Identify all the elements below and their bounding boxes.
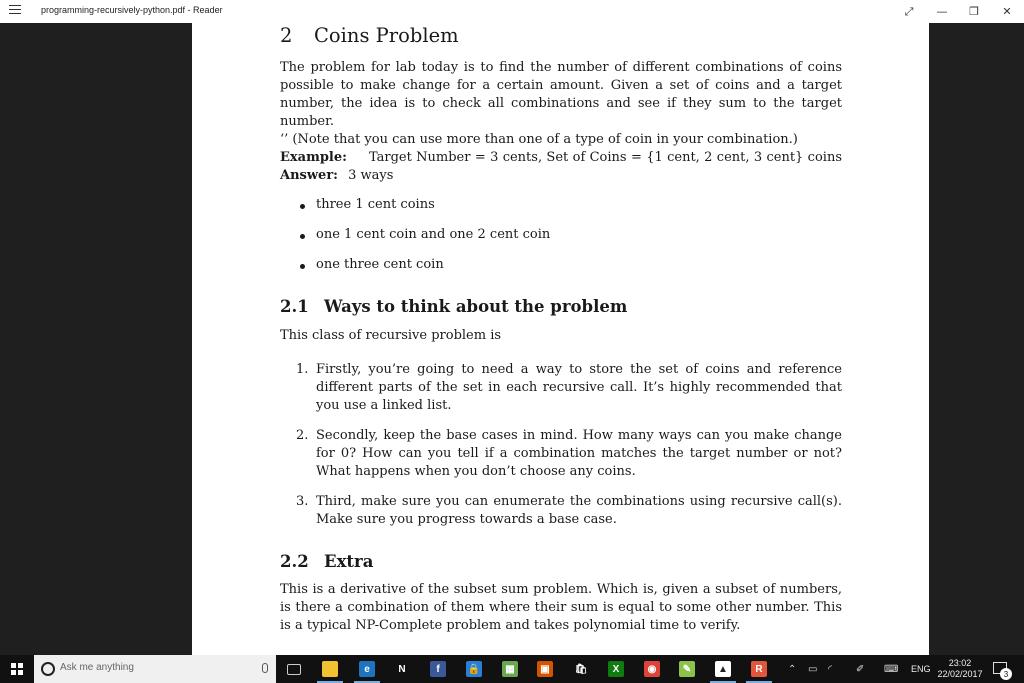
file-explorer-icon[interactable]: [322, 661, 338, 677]
windows-logo-icon: [11, 663, 23, 675]
subsection-heading: [280, 297, 842, 317]
subsection-title: Ways to think about the problem: [324, 297, 628, 316]
intro-paragraph: [280, 59, 842, 149]
pdf-page[interactable]: [192, 23, 929, 655]
item-text: Third, make sure you can enumerate the combinations using recursive call(s). Make sure you progress towards a base case.: [316, 494, 842, 527]
minimize-button[interactable]: —: [936, 5, 948, 18]
extra-paragraph: This is a derivative of the subset sum problem. Which is, given a subset of numbers, is there a combination of them where their sum is equal to some other number. This is a typical NP-Complete problem and takes polynomial time to verify.: [280, 582, 842, 633]
store-icon[interactable]: 🛍: [573, 661, 589, 677]
title-bar: [0, 0, 1024, 23]
reader-icon[interactable]: R: [751, 661, 767, 677]
photos-icon[interactable]: ▲: [715, 661, 731, 677]
notification-count-badge: 3: [1000, 668, 1012, 680]
item-number: 1.: [296, 362, 309, 377]
item-text: Secondly, keep the base cases in mind. How many ways can you make change for 0? How can you tell if a combination matches the target number or not? What happens when you don’t choose any coins.: [316, 428, 842, 479]
lock-app-icon[interactable]: 🔒: [466, 661, 482, 677]
task-view-icon[interactable]: [287, 664, 301, 675]
start-button[interactable]: [0, 655, 34, 683]
section-title: Coins Problem: [314, 24, 459, 47]
subsection-heading: [280, 552, 842, 572]
window-title: programming-recursively-python.pdf - Reader: [41, 5, 223, 15]
item-text: Firstly, you’re going to need a way to store the set of coins and reference different parts of the set in each recursive call. It’s highly recommended that you use a linked list.: [316, 362, 842, 413]
edge-icon[interactable]: e: [359, 661, 375, 677]
search-input[interactable]: Ask me anything: [60, 662, 134, 673]
bullet-text: one three cent coin: [316, 257, 444, 272]
bullet-icon: [300, 264, 305, 269]
netflix-icon[interactable]: N: [394, 661, 410, 677]
example-text: Target Number = 3 cents, Set of Coins = {1 cent, 2 cent, 3 cent} coins: [368, 150, 842, 165]
item-number: 3.: [296, 494, 309, 509]
section-number: 2: [280, 24, 293, 47]
left-background-pane: [0, 23, 192, 655]
expand-icon[interactable]: ⤢: [904, 4, 914, 18]
right-background-pane: [929, 23, 1024, 655]
close-button[interactable]: ✕: [1002, 5, 1012, 18]
chevron-up-icon[interactable]: ⌃: [788, 664, 797, 675]
example-line: [280, 149, 842, 167]
search-box[interactable]: [34, 655, 276, 683]
clock-date: 22/02/2017: [937, 669, 983, 679]
bullet-icon: [300, 234, 305, 239]
item-number: 2.: [296, 428, 309, 443]
chrome-icon[interactable]: ◉: [644, 661, 660, 677]
xbox-app-icon[interactable]: ▦: [502, 661, 518, 677]
clock[interactable]: [936, 658, 984, 680]
bullet-text: three 1 cent coins: [316, 197, 435, 212]
facebook-icon[interactable]: f: [430, 661, 446, 677]
answer-text: 3 ways: [348, 168, 394, 183]
subsection-intro: This class of recursive problem is: [280, 328, 502, 343]
answer-label: Answer:: [280, 168, 338, 183]
battery-icon[interactable]: ▭: [808, 664, 818, 675]
taskbar: [0, 655, 1024, 683]
section-heading: [280, 24, 842, 48]
pen-icon[interactable]: ✐: [856, 664, 865, 675]
cortana-icon[interactable]: [41, 662, 55, 676]
subsection-number: 2.1: [280, 297, 309, 316]
xbox-icon[interactable]: X: [608, 661, 624, 677]
clock-time: 23:02: [948, 658, 972, 668]
keyboard-icon[interactable]: ⌨: [884, 664, 899, 675]
bullet-icon: [300, 204, 305, 209]
wifi-icon[interactable]: ◜: [828, 664, 832, 675]
media-app-icon[interactable]: ▣: [537, 661, 553, 677]
subsection-title: Extra: [324, 552, 374, 571]
notes-app-icon[interactable]: ✎: [679, 661, 695, 677]
example-label: Example:: [280, 150, 347, 165]
answer-line: [280, 167, 842, 185]
restore-button[interactable]: ❐: [969, 5, 979, 18]
note-line: ‘’ (Note that you can use more than one of a type of coin in your combination.): [280, 132, 798, 147]
hamburger-menu-icon[interactable]: [9, 5, 21, 17]
intro-text: The problem for lab today is to find the number of different combinations of coins possible to make change for a certain amount. Given a set of coins and a target number, the idea is to check all combinations and see if they sum to the target number.: [280, 60, 842, 129]
bullet-text: one 1 cent coin and one 2 cent coin: [316, 227, 551, 242]
language-indicator[interactable]: ENG: [911, 664, 931, 674]
subsection-number: 2.2: [280, 552, 309, 571]
microphone-icon[interactable]: [262, 663, 268, 673]
